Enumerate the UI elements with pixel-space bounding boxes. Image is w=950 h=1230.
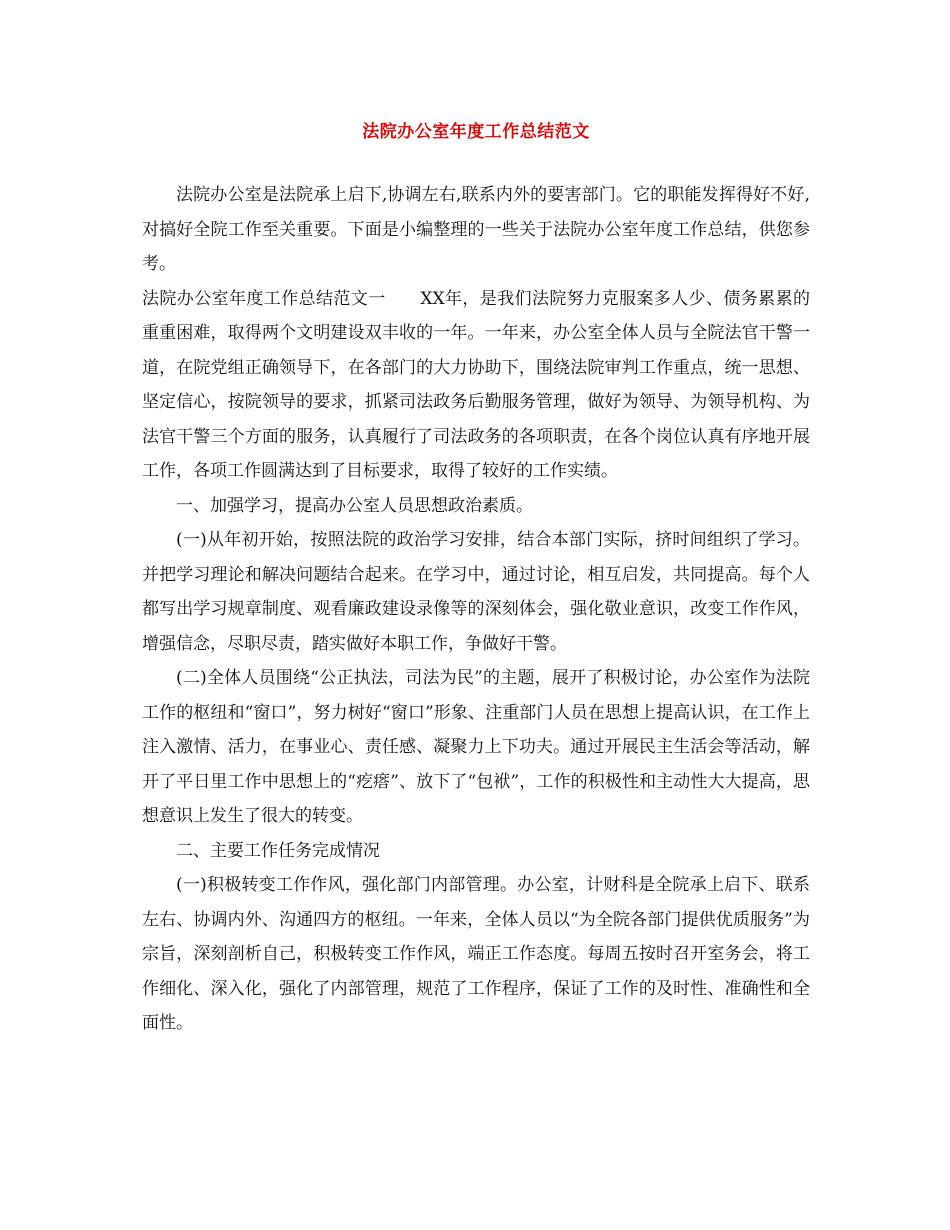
paragraph: (二)全体人员围绕“公正执法，司法为民”的主题，展开了积极讨论，办公室作为法院工作的枢纽和“窗口”，努力树好“窗口”形象、注重部门人员在思想上提高认识，在工作上注入激情、活力，在事业心、责任感、凝聚力上下功夫。通过开展民主生活会等活动，解开了平日里工作中思想上的“疙瘩”、放下了“包袱”，工作的积极性和主动性大大提高，思想意识上发生了很大的转变。 — [142, 668, 810, 826]
paragraph: 一、加强学习，提高办公室人员思想政治素质。 — [176, 495, 533, 516]
document-title: 法院办公室年度工作总结范文 — [362, 122, 590, 142]
paragraph: (一)从年初开始，按照法院的政治学习安排，结合本部门实际，挤时间组织了学习。并把学习理论和解决问题结合起来。在学习中，通过讨论，相互启发，共同提高。每个人都写出学习规章制度、观看廉政建设录像等的深刻体会，强化敬业意识，改变工作作风，增强信念，尽职尽责，踏实做好本职工作，争做好干警。 — [142, 530, 810, 654]
paragraph: (一)积极转变工作作风，强化部门内部管理。办公室，计财科是全院承上启下、联系左右、协调内外、沟通四方的枢纽。一年来，全体人员以“为全院各部门提供优质服务”为宗旨，深刻剖析自己，积极转变工作作风，端正工作态度。每周五按时召开室务会，将工作细化、深入化，强化了内部管理，规范了工作程序，保证了工作的及时性、准确性和全面性。 — [142, 875, 810, 1033]
paragraph: 法院办公室年度工作总结范文一 XX年，是我们法院努力克服案多人少、债务累累的重重困难，取得两个文明建设双丰收的一年。一年来，办公室全体人员与全院法官干警一道，在院党组正确领导下，在各部门的大力协助下，围绕法院审判工作重点，统一思想、坚定信心，按院领导的要求，抓紧司法政务后勤服务管理，做好为领导、为领导机构、为法官干警三个方面的服务，认真履行了司法政务的各项职责，在各个岗位认真有序地开展工作，各项工作圆满达到了目标要求，取得了较好的工作实绩。 — [142, 288, 810, 481]
paragraph: 二、主要工作任务完成情况 — [176, 840, 380, 861]
document-page — [142, 118, 810, 1041]
document-body — [142, 178, 810, 1041]
paragraph: 法院办公室是法院承上启下,协调左右,联系内外的要害部门。它的职能发挥得好不好,对搞好全院工作至关重要。下面是小编整理的一些关于法院办公室年度工作总结，供您参考。 — [142, 185, 810, 274]
